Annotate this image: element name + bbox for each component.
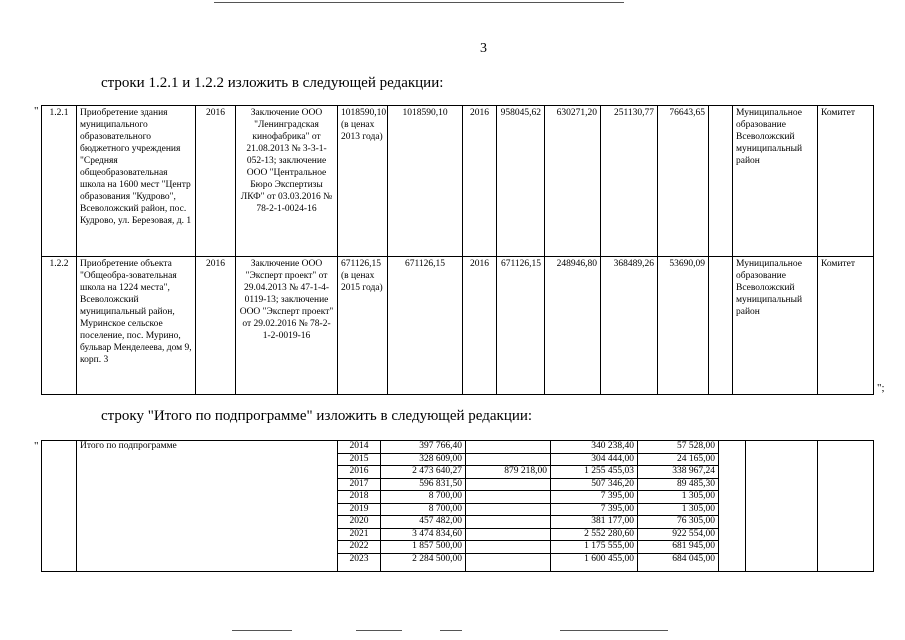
year-cell: 2022 — [338, 541, 381, 554]
executor-cell: Комитет — [818, 106, 874, 257]
footer-rule — [440, 630, 462, 631]
owner-cell: Муниципальное образование Всеволожский муниципальный район — [733, 106, 818, 257]
total-cell: 328 609,00 — [381, 453, 466, 466]
row-number: 1.2.1 — [42, 106, 77, 257]
empty-cell — [719, 441, 746, 572]
conclusion-cell: Заключение ООО "Эксперт проект" от 29.04.2013 № 47-1-4-0119-13; заключение ООО "Эксперт проект" от 29.02.2016 № 78-2-1-2-0019-16 — [236, 257, 338, 395]
federal-cell — [466, 516, 551, 529]
regional-cell: 507 346,20 — [551, 478, 638, 491]
totals-label: Итого по подпрограмме — [77, 441, 338, 572]
year-cell: 2015 — [338, 453, 381, 466]
object-name: Приобретение объекта "Общеобра-зовательная школа на 1224 места", Всеволожский муниципальный район, Муринское сельское поселение, пос. Мурино, бульвар Менделеева, дом 9, корп. 3 — [77, 257, 196, 395]
year-cell: 2017 — [338, 478, 381, 491]
rows-table — [41, 105, 874, 395]
regional-cell: 340 238,40 — [551, 441, 638, 454]
total-cell: 3 474 834,60 — [381, 528, 466, 541]
local-cell: 24 165,00 — [638, 453, 719, 466]
value-cell: 368489,26 — [601, 257, 658, 395]
regional-cell: 1 600 455,00 — [551, 553, 638, 571]
conclusion-cell: Заключение ООО "Ленинградская кинофабрика" от 21.08.2013 № 3-3-1-052-13; заключение ООО "Центральное Бюро Экспертизы ЛКФ" от 03.03.2016 № 78-2-1-0024-16 — [236, 106, 338, 257]
value-cell: 76643,65 — [658, 106, 709, 257]
federal-cell: 879 218,00 — [466, 466, 551, 479]
regional-cell: 1 255 455,03 — [551, 466, 638, 479]
federal-cell — [466, 453, 551, 466]
year-cell: 2018 — [338, 491, 381, 504]
total-cell: 397 766,40 — [381, 441, 466, 454]
table-row — [42, 106, 874, 257]
empty-cell — [818, 441, 874, 572]
local-cell: 338 967,24 — [638, 466, 719, 479]
section-heading-rows: строки 1.2.1 и 1.2.2 изложить в следующей редакции: — [101, 75, 444, 91]
total-cell: 1018590,10 — [388, 106, 463, 257]
value-cell: 958045,62 — [497, 106, 545, 257]
year-cell: 2016 — [338, 466, 381, 479]
total-cell: 671126,15 — [388, 257, 463, 395]
row-number: 1.2.2 — [42, 257, 77, 395]
year2-cell: 2016 — [463, 106, 497, 257]
federal-cell — [466, 503, 551, 516]
regional-cell: 2 552 280,60 — [551, 528, 638, 541]
federal-cell — [466, 541, 551, 554]
federal-cell — [466, 553, 551, 571]
regional-cell: 1 175 555,00 — [551, 541, 638, 554]
value-cell — [709, 257, 733, 395]
local-cell: 76 305,00 — [638, 516, 719, 529]
year-cell: 2016 — [196, 106, 236, 257]
cost-cell: 671126,15 (в ценах 2015 года) — [338, 257, 388, 395]
total-cell: 1 857 500,00 — [381, 541, 466, 554]
local-cell: 681 945,00 — [638, 541, 719, 554]
total-cell: 596 831,50 — [381, 478, 466, 491]
footer-rule — [356, 630, 402, 631]
federal-cell — [466, 478, 551, 491]
table-row — [42, 257, 874, 395]
local-cell: 684 045,00 — [638, 553, 719, 571]
value-cell: 630271,20 — [545, 106, 601, 257]
executor-cell: Комитет — [818, 257, 874, 395]
cost-cell: 1018590,10 (в ценах 2013 года) — [338, 106, 388, 257]
owner-cell: Муниципальное образование Всеволожский муниципальный район — [733, 257, 818, 395]
footer-rule — [560, 630, 668, 631]
local-cell: 89 485,30 — [638, 478, 719, 491]
year-cell: 2019 — [338, 503, 381, 516]
year-cell: 2021 — [338, 528, 381, 541]
value-cell — [709, 106, 733, 257]
year-cell: 2014 — [338, 441, 381, 454]
value-cell: 53690,09 — [658, 257, 709, 395]
year-cell: 2023 — [338, 553, 381, 571]
empty-cell — [42, 441, 77, 572]
footer-rule — [232, 630, 292, 631]
year-cell: 2020 — [338, 516, 381, 529]
close-quote: "; — [877, 382, 885, 394]
local-cell: 1 305,00 — [638, 503, 719, 516]
regional-cell: 381 177,00 — [551, 516, 638, 529]
federal-cell — [466, 491, 551, 504]
open-quote: " — [34, 105, 39, 117]
federal-cell — [466, 441, 551, 454]
value-cell: 671126,15 — [497, 257, 545, 395]
regional-cell: 7 395,00 — [551, 491, 638, 504]
local-cell: 1 305,00 — [638, 491, 719, 504]
top-rule — [214, 2, 624, 3]
federal-cell — [466, 528, 551, 541]
total-cell: 457 482,00 — [381, 516, 466, 529]
total-cell: 2 473 640,27 — [381, 466, 466, 479]
total-cell: 8 700,00 — [381, 491, 466, 504]
section-heading-totals: строку "Итого по подпрограмме" изложить в следующей редакции: — [101, 408, 533, 424]
page-number: 3 — [480, 41, 487, 56]
empty-cell — [746, 441, 818, 572]
value-cell: 248946,80 — [545, 257, 601, 395]
table-row — [42, 441, 874, 454]
total-cell: 8 700,00 — [381, 503, 466, 516]
local-cell: 57 528,00 — [638, 441, 719, 454]
year2-cell: 2016 — [463, 257, 497, 395]
object-name: Приобретение здания муниципального образовательного бюджетного учреждения "Средняя общеобразовательная школа на 1600 мест "Центр образования "Кудрово", Всеволожский район, пос. Кудрово, ул. Березовая, д. 1 — [77, 106, 196, 257]
year-cell: 2016 — [196, 257, 236, 395]
value-cell: 251130,77 — [601, 106, 658, 257]
regional-cell: 7 395,00 — [551, 503, 638, 516]
regional-cell: 304 444,00 — [551, 453, 638, 466]
local-cell: 922 554,00 — [638, 528, 719, 541]
totals-table — [41, 440, 874, 572]
open-quote: " — [34, 440, 39, 452]
total-cell: 2 284 500,00 — [381, 553, 466, 571]
